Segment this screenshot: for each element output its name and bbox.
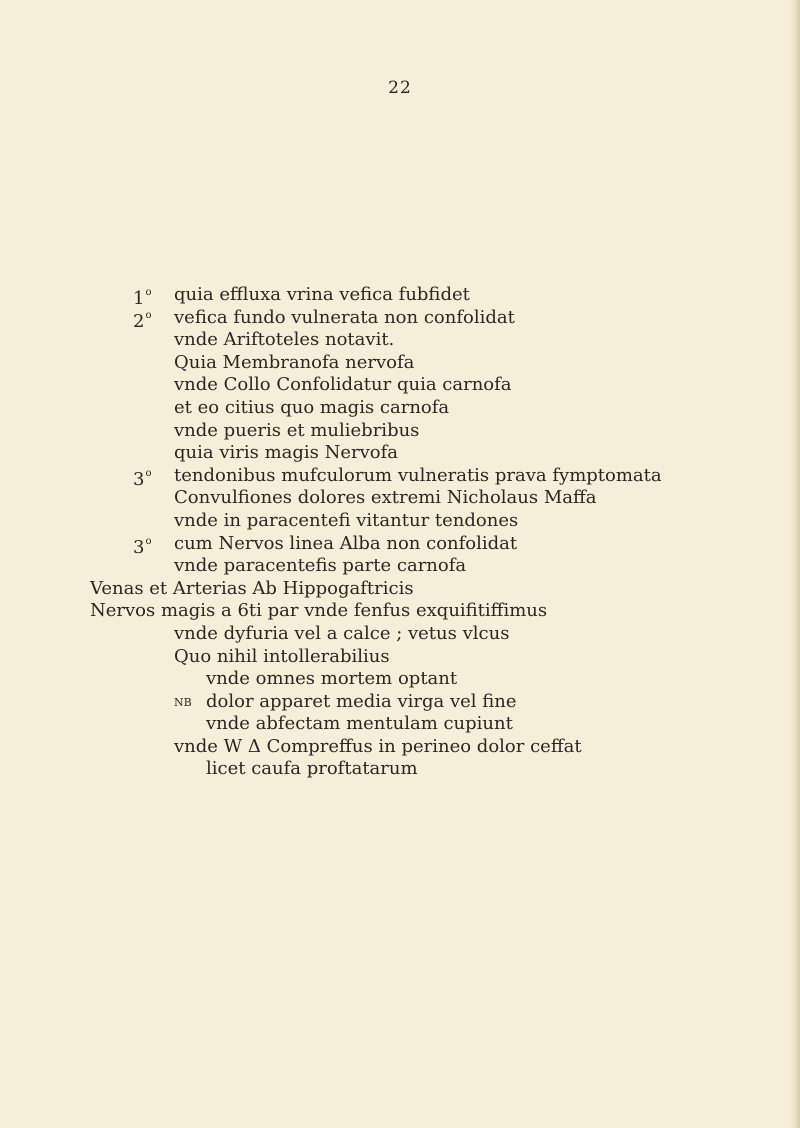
- text-line: [0, 420, 790, 443]
- line-text: vnde pueris et muliebribus: [174, 419, 420, 441]
- line-text: vnde in paracentefi vitantur tendones: [174, 509, 519, 531]
- line-text: tendonibus mufculorum vulneratis prava fymptomata: [174, 464, 662, 486]
- line-text: quia effluxa vrina vefica fubfidet: [174, 284, 470, 305]
- line-text: et eo citius quo magis carnofa: [174, 396, 450, 418]
- line-text: Venas et Arterias Ab Hippogaftricis: [90, 577, 414, 599]
- nb-marker: NB: [174, 695, 192, 709]
- line-text: vnde dyfuria vel a calce ; vetus vlcus: [174, 622, 510, 644]
- text-line: [0, 510, 790, 533]
- text-line: [0, 397, 790, 420]
- text-line: [0, 578, 790, 601]
- line-text: Quo nihil intollerabilius: [174, 645, 390, 667]
- text-line: [0, 713, 790, 736]
- page-edge: [790, 0, 800, 1128]
- text-line: [0, 487, 790, 510]
- text-line: [0, 329, 790, 352]
- line-text: vnde omnes mortem optant: [206, 668, 458, 690]
- text-line: [0, 758, 790, 781]
- manuscript-text: [0, 284, 790, 781]
- line-text: vnde Ariftoteles notavit.: [174, 329, 395, 351]
- text-line: [0, 442, 790, 465]
- line-marker: 3$^o$: [133, 467, 152, 490]
- line-text: vnde abfectam mentulam cupiunt: [206, 713, 513, 735]
- line-text: vnde paracentefis parte carnofa: [174, 555, 467, 577]
- text-line: [0, 284, 790, 307]
- line-marker: 3$^o$: [133, 535, 152, 558]
- text-line: [0, 555, 790, 578]
- text-line: [0, 736, 790, 759]
- line-text: Nervos magis a 6ti par vnde fenfus exquifitiffimus: [90, 600, 548, 622]
- text-line: [0, 465, 790, 488]
- text-line: [0, 600, 790, 623]
- line-text: vefica fundo vulnerata non confolidat: [174, 306, 515, 328]
- text-line: [0, 374, 790, 397]
- line-text: cum Nervos linea Alba non confolidat: [174, 532, 518, 554]
- line-marker: 2$^o$: [133, 309, 152, 332]
- line-text: Convulfiones dolores extremi Nicholaus Maffa: [174, 487, 597, 509]
- text-line: [0, 352, 790, 375]
- text-line: [0, 646, 790, 669]
- page-number: 22: [388, 78, 412, 98]
- text-line: [0, 668, 790, 691]
- text-line: [0, 533, 790, 556]
- line-text: licet caufa proftatarum: [206, 758, 418, 780]
- line-text: dolor apparet media virga vel fine: [206, 690, 517, 712]
- text-line: [0, 623, 790, 646]
- line-text: vnde Collo Confolidatur quia carnofa: [174, 374, 512, 396]
- line-text: vnde W Δ Compreffus in perineo dolor ceffat: [174, 735, 582, 757]
- line-text: Quia Membranofa nervofa: [174, 351, 415, 373]
- text-line: [0, 307, 790, 330]
- line-text: quia viris magis Nervofa: [174, 442, 399, 464]
- line-marker: 1$^o$: [133, 287, 152, 309]
- text-line: [0, 691, 790, 714]
